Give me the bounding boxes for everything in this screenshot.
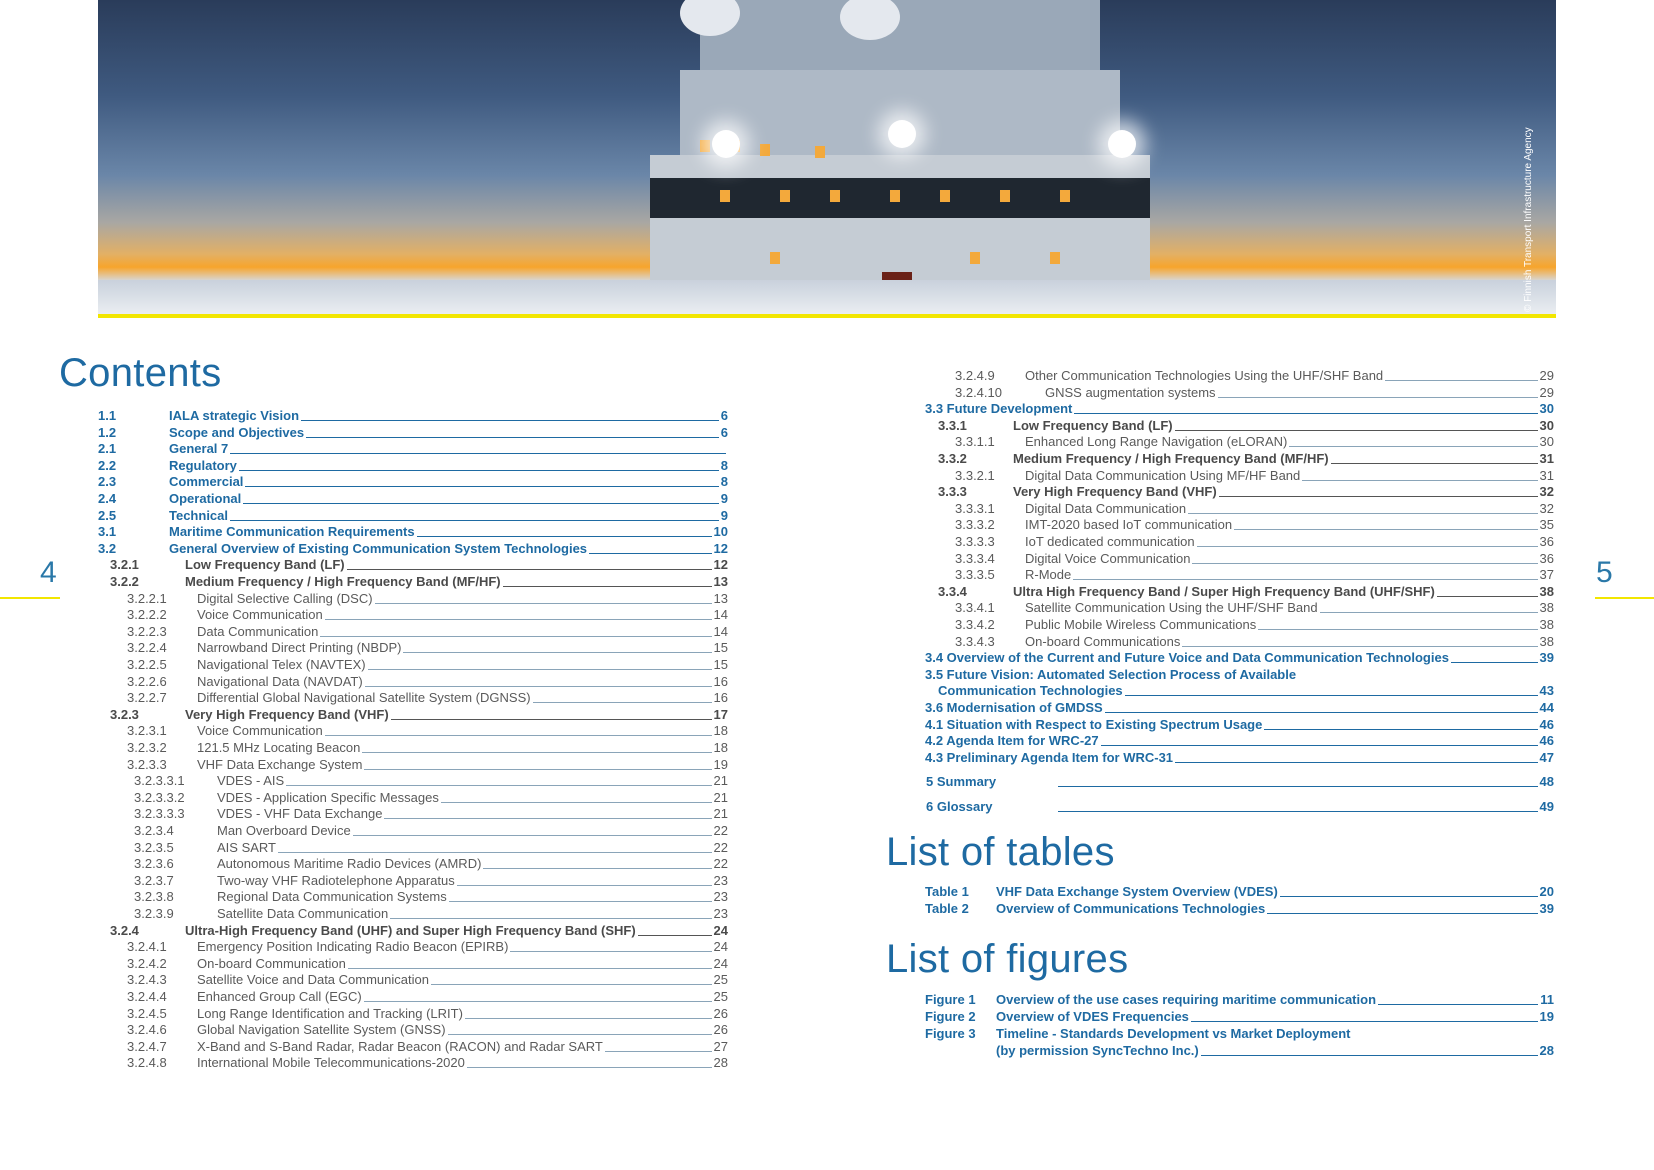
toc-entry[interactable] — [0, 939, 728, 955]
toc-entry-page: 46 — [1539, 716, 1554, 732]
toc-entry-title: General 7 — [169, 441, 229, 457]
toc-entry[interactable] — [0, 401, 1554, 417]
toc-entry-title: VHF Data Exchange System — [197, 756, 363, 772]
highlight-band — [98, 314, 1556, 318]
toc-entry-number: 2.4 — [98, 491, 117, 506]
toc-entry[interactable] — [0, 567, 1554, 583]
toc-entry-page: 28 — [1539, 1043, 1554, 1058]
toc-entry-title: 3.5 Future Vision: Automated Selection Process of Available — [925, 666, 1297, 682]
toc-entry-page: 47 — [1539, 749, 1554, 765]
toc-leader-line — [1105, 711, 1538, 713]
toc-entry[interactable] — [0, 774, 1554, 790]
toc-entry-number: 2.1 — [98, 441, 117, 457]
toc-entry-page: 38 — [1539, 583, 1554, 599]
toc-entry-title: Data Communication — [197, 623, 319, 639]
toc-leader-line — [1451, 661, 1538, 663]
toc-leader-line — [1201, 1054, 1538, 1056]
toc-entry-number: 3.2.2.2 — [127, 607, 167, 623]
toc-entry-number: 3.2.3 — [110, 706, 139, 722]
toc-entry-number: 3.2.3.8 — [134, 889, 174, 905]
toc-leader-line — [390, 917, 711, 919]
toc-leader-line — [1234, 528, 1537, 530]
toc-entry[interactable] — [0, 1009, 1554, 1025]
toc-entry-page: 19 — [713, 756, 728, 772]
toc-entry-page: 38 — [1539, 633, 1554, 649]
toc-entry[interactable] — [0, 501, 1554, 517]
toc-entry-title: Satellite Communication Using the UHF/SHF Band — [1025, 600, 1318, 616]
toc-entry-title: Very High Frequency Band (VHF) — [185, 706, 389, 722]
toc-entry-page: 8 — [720, 474, 728, 490]
toc-entry-number: 3.2.4.7 — [127, 1038, 167, 1054]
toc-entry-title: Two-way VHF Radiotelephone Apparatus — [217, 872, 455, 888]
toc-leader-line — [1175, 761, 1538, 763]
toc-entry-page: 23 — [713, 872, 728, 888]
toc-entry-number: 3.2.2.3 — [127, 623, 167, 639]
toc-entry-number: 3.2.2.7 — [127, 690, 167, 706]
toc-entry[interactable] — [0, 434, 1554, 450]
toc-entry-number: Table 1 — [925, 884, 969, 899]
toc-entry-number: 2.5 — [98, 507, 117, 523]
toc-entry-page: 22 — [713, 856, 728, 872]
toc-entry-title: Overview of the use cases requiring maritime communication — [996, 992, 1377, 1007]
toc-entry-page: 28 — [713, 1055, 728, 1071]
toc-entry-number: Figure 2 — [925, 1009, 976, 1024]
toc-entry-title: 4.2 Agenda Item for WRC-27 — [925, 733, 1099, 749]
toc-entry-title: Digital Data Communication Using MF/HF Band — [1025, 467, 1301, 483]
toc-entry-page: 30 — [1539, 434, 1554, 450]
toc-leader-line — [638, 934, 712, 936]
toc-entry-number: 3.3.1 — [938, 417, 967, 433]
toc-entry-title: Maritime Communication Requirements — [169, 524, 415, 540]
toc-entry[interactable] — [0, 923, 728, 939]
toc-entry-page: 12 — [713, 540, 728, 556]
toc-entry-title: Regional Data Communication Systems — [217, 889, 447, 905]
toc-entry-title: VDES - AIS — [217, 773, 285, 789]
toc-entry[interactable] — [0, 617, 1554, 633]
toc-entry-number: 3.2.3.7 — [134, 872, 174, 888]
toc-entry-page: 18 — [713, 740, 728, 755]
toc-entry-page: 11 — [1540, 992, 1554, 1007]
toc-entry-page: 26 — [713, 1005, 728, 1021]
toc-entry-title: On-board Communications — [1025, 633, 1181, 649]
toc-leader-line — [1192, 562, 1537, 564]
page-number-right-rule — [1595, 597, 1654, 599]
toc-entry-title: Navigational Telex (NAVTEX) — [197, 657, 366, 672]
toc-entry[interactable] — [0, 517, 1554, 533]
toc-entry-title: Overview of Communications Technologies — [996, 901, 1266, 916]
toc-entry[interactable] — [0, 799, 1554, 815]
toc-entry[interactable] — [0, 700, 1554, 716]
toc-entry-title: VHF Data Exchange System Overview (VDES) — [996, 884, 1278, 899]
toc-leader-line — [1073, 578, 1537, 580]
toc-entry-title: Very High Frequency Band (VHF) — [1013, 484, 1217, 500]
toc-entry-title: 6 Glossary — [926, 799, 993, 815]
toc-entry-title: Scope and Objectives — [169, 424, 305, 440]
toc-entry-number: 3.2.3.3.3 — [134, 806, 185, 822]
toc-leader-line — [1188, 512, 1537, 514]
toc-entry-title: VDES - VHF Data Exchange — [217, 806, 383, 822]
toc-entry-number: 3.3.4 — [938, 583, 967, 599]
toc-entry-number: 3.3.2.1 — [955, 467, 995, 483]
toc-leader-line — [278, 851, 712, 853]
toc-entry-title: On-board Communication — [197, 955, 346, 971]
toc-entry-page: 37 — [1539, 567, 1554, 583]
toc-entry-number: 3.3.3.5 — [955, 567, 995, 583]
toc-entry[interactable] — [0, 856, 728, 872]
toc-entry[interactable] — [0, 992, 1554, 1008]
toc-entry-title: 3.6 Modernisation of GMDSS — [925, 700, 1103, 715]
toc-entry-title: GNSS augmentation systems — [1045, 384, 1216, 400]
toc-entry-number: 3.3.3.4 — [955, 550, 995, 566]
toc-entry[interactable] — [0, 484, 1554, 500]
toc-entry-title: Public Mobile Wireless Communications — [1025, 617, 1257, 632]
toc-entry-page: 36 — [1539, 534, 1554, 549]
toc-entry-number: 3.2.4.2 — [127, 955, 167, 971]
toc-entry-number: 3.2.4.8 — [127, 1055, 167, 1071]
toc-entry-number: Table 2 — [925, 901, 969, 916]
toc-entry[interactable] — [0, 840, 728, 856]
toc-entry-page: 31 — [1539, 467, 1554, 483]
toc-entry-number: Figure 1 — [925, 992, 976, 1007]
toc-entry-number: 3.2.3.6 — [134, 856, 174, 872]
toc-entry-title: Satellite Voice and Data Communication — [197, 972, 429, 988]
toc-entry-title: Enhanced Long Range Navigation (eLORAN) — [1025, 434, 1288, 450]
toc-leader-line — [1302, 479, 1537, 481]
toc-leader-line — [1175, 429, 1538, 431]
toc-entry-title: Navigational Data (NAVDAT) — [197, 673, 363, 689]
toc-entry[interactable] — [0, 750, 1554, 766]
toc-entry-page: 13 — [713, 574, 728, 589]
toc-entry-number: 3.3.4.2 — [955, 617, 995, 632]
toc-entry-title: Man Overboard Device — [217, 823, 351, 838]
toc-entry[interactable] — [0, 534, 1554, 550]
toc-entry-number: 3.3.4.3 — [955, 633, 995, 649]
toc-entry-page: 9 — [720, 491, 728, 506]
toc-entry-page: 32 — [1539, 500, 1554, 516]
toc-entry[interactable] — [0, 634, 1554, 650]
contents-heading: Contents — [59, 351, 222, 395]
toc-entry-title: IALA strategic Vision — [169, 408, 300, 423]
toc-entry-page: 38 — [1539, 617, 1554, 632]
toc-entry-title: Satellite Data Communication — [217, 906, 389, 921]
toc-entry-page: 23 — [713, 906, 728, 921]
toc-entry-number: 3.2.4.9 — [955, 368, 995, 383]
toc-entry-page: 13 — [713, 590, 728, 606]
toc-entry-number: 3.3.3.1 — [955, 500, 995, 516]
toc-entry-title: Autonomous Maritime Radio Devices (AMRD) — [217, 856, 482, 872]
toc-entry-page: 8 — [720, 457, 728, 473]
toc-entry-number: 3.2.4.5 — [127, 1005, 167, 1021]
toc-entry-title: Voice Communication — [197, 723, 323, 739]
toc-entry-title: VDES - Application Specific Messages — [217, 789, 439, 805]
toc-leader-line — [1058, 810, 1538, 812]
toc-entry-page: 15 — [713, 640, 728, 656]
list-of-tables-heading: List of tables — [886, 830, 1115, 874]
toc-entry-title: Digital Selective Calling (DSC) — [197, 590, 373, 606]
toc-entry-page: 49 — [1539, 799, 1554, 815]
toc-entry-number: 3.2.2 — [110, 574, 139, 589]
toc-entry-number: 3.3.2 — [938, 451, 967, 466]
toc-entry-page: 10 — [713, 524, 728, 540]
toc-entry-page: 18 — [713, 723, 728, 739]
toc-entry-number: 3.2.3.5 — [134, 839, 174, 855]
toc-entry[interactable] — [0, 1026, 1554, 1042]
toc-leader-line — [353, 834, 712, 836]
toc-leader-line — [1125, 694, 1538, 696]
toc-leader-line — [467, 1066, 712, 1068]
toc-entry-page: 12 — [713, 557, 728, 573]
toc-entry-page: 20 — [1539, 884, 1554, 899]
toc-entry[interactable] — [0, 733, 1554, 749]
toc-entry-title: Enhanced Group Call (EGC) — [197, 989, 362, 1004]
toc-entry-page: 14 — [713, 607, 728, 623]
toc-entry-page: 21 — [713, 773, 728, 789]
toc-entry-page: 43 — [1539, 683, 1554, 699]
toc-entry-page: 16 — [713, 673, 728, 689]
toc-entry-title: Regulatory — [169, 457, 237, 473]
toc-leader-line — [1074, 412, 1537, 414]
toc-entry[interactable] — [0, 1043, 1554, 1059]
toc-entry-page: 36 — [1539, 550, 1554, 566]
toc-entry-title: Other Communication Technologies Using the UHF/SHF Band — [1025, 368, 1384, 383]
toc-entry-number: 3.3.3 — [938, 484, 967, 500]
toc-entry-number: 3.2.4.3 — [127, 972, 167, 988]
toc-entry-page: 6 — [720, 408, 728, 423]
toc-entry-number: 3.2.3.4 — [134, 823, 174, 838]
photo-credit: © Finnish Transport Infrastructure Agency — [1523, 127, 1534, 312]
toc-entry-page: 32 — [1539, 484, 1554, 500]
toc-entry-page: 26 — [713, 1022, 728, 1038]
toc-entry-page: 24 — [713, 922, 728, 938]
toc-leader-line — [1058, 785, 1538, 787]
toc-entry-page: 24 — [713, 939, 728, 955]
toc-entry-page: 19 — [1539, 1009, 1554, 1024]
toc-entry-page: 35 — [1539, 517, 1554, 533]
toc-leader-line — [1437, 595, 1538, 597]
toc-entry-number: 3.2.2.4 — [127, 640, 167, 656]
toc-entry[interactable] — [0, 451, 1554, 467]
toc-leader-line — [1331, 462, 1538, 464]
toc-entry-title: Medium Frequency / High Frequency Band (MF/HF) — [185, 574, 501, 589]
toc-leader-line — [1289, 445, 1537, 447]
toc-leader-line — [1218, 396, 1538, 398]
toc-entry-number: 3.2.3.1 — [127, 723, 167, 739]
toc-entry[interactable] — [0, 600, 1554, 616]
toc-entry-page: 9 — [720, 507, 728, 523]
toc-leader-line — [431, 983, 712, 985]
list-of-figures-heading: List of figures — [886, 937, 1129, 981]
toc-leader-line — [1197, 545, 1538, 547]
toc-entry[interactable] — [0, 884, 1554, 900]
toc-entry-number: 3.2.3.9 — [134, 906, 174, 921]
toc-entry-title: Medium Frequency / High Frequency Band (MF/HF) — [1013, 451, 1329, 466]
toc-entry-number: 3.3.4.1 — [955, 600, 995, 616]
toc-entry[interactable] — [0, 956, 728, 972]
toc-entry-title: General Overview of Existing Communication System Technologies — [169, 540, 588, 556]
toc-entry-number: 3.2 — [98, 540, 117, 556]
toc-entry-page: 27 — [713, 1038, 728, 1054]
toc-entry-number: 1.1 — [98, 408, 117, 423]
toc-leader-line — [1320, 611, 1538, 613]
toc-entry-number: 3.2.3.3.1 — [134, 773, 185, 789]
toc-entry-title: (by permission SyncTechno Inc.) — [996, 1043, 1199, 1058]
toc-entry-title: Ultra High Frequency Band / Super High Frequency Band (UHF/SHF) — [1013, 583, 1435, 599]
toc-entry-page: 30 — [1539, 417, 1554, 433]
toc-leader-line — [364, 768, 711, 770]
toc-entry[interactable] — [0, 551, 1554, 567]
toc-leader-line — [1101, 744, 1538, 746]
toc-entry-page: 22 — [713, 823, 728, 838]
toc-entry-title: Timeline - Standards Development vs Market Deployment — [996, 1026, 1351, 1041]
toc-leader-line — [348, 967, 712, 969]
toc-entry-title: 121.5 MHz Locating Beacon — [197, 740, 361, 755]
toc-entry-title: Global Navigation Satellite System (GNSS) — [197, 1022, 446, 1038]
toc-entry-title: Low Frequency Band (LF) — [1013, 417, 1173, 433]
toc-leader-line — [483, 867, 711, 869]
toc-entry-title: IMT-2020 based IoT communication — [1025, 517, 1233, 533]
toc-entry-title: 4.1 Situation with Respect to Existing Spectrum Usage — [925, 716, 1263, 732]
toc-entry-number: 3.2.3.3.2 — [134, 789, 185, 805]
toc-entry[interactable] — [0, 683, 1554, 699]
toc-entry[interactable] — [0, 667, 1554, 683]
toc-entry-page: 17 — [713, 706, 728, 722]
toc-leader-line — [1280, 895, 1538, 897]
toc-entry-page: 39 — [1539, 650, 1554, 666]
toc-entry-number: 3.3.3.2 — [955, 517, 995, 533]
toc-entry-number: 3.1 — [98, 524, 117, 540]
toc-entry-page: 22 — [713, 839, 728, 855]
toc-entry-page: 25 — [713, 989, 728, 1004]
toc-entry[interactable] — [0, 823, 728, 839]
toc-entry-page: 21 — [713, 789, 728, 805]
toc-entry-title: Differential Global Navigational Satellite System (DGNSS) — [197, 690, 531, 706]
toc-entry-page: 25 — [713, 972, 728, 988]
toc-entry-page: 48 — [1539, 774, 1554, 790]
toc-entry-number: 3.3.3.3 — [955, 534, 995, 549]
toc-leader-line — [1385, 379, 1537, 381]
toc-entry-number: 3.2.2.1 — [127, 590, 167, 606]
toc-entry-number: 3.2.1 — [110, 557, 139, 573]
toc-entry-title: Operational — [169, 491, 242, 506]
toc-entry-page: 39 — [1539, 901, 1554, 916]
toc-entry-page: 31 — [1539, 451, 1554, 466]
toc-entry-title: Commercial — [169, 474, 244, 490]
toc-entry-title: 4.3 Preliminary Agenda Item for WRC-31 — [925, 749, 1174, 765]
toc-leader-line — [1191, 1020, 1538, 1022]
toc-entry-number: 3.2.2.5 — [127, 657, 167, 672]
toc-entry-title: Communication Technologies — [938, 683, 1123, 699]
toc-entry-number: 3.2.3.3 — [127, 756, 167, 772]
toc-entry-number: 3.3.1.1 — [955, 434, 995, 450]
toc-entry-title: International Mobile Telecommunications-2020 — [197, 1055, 465, 1071]
toc-leader-line — [384, 817, 711, 819]
toc-entry-number: 3.2.4.10 — [955, 384, 1002, 400]
ship-illustration — [620, 0, 1180, 300]
toc-entry-title: R-Mode — [1025, 567, 1072, 583]
toc-entry-page: 44 — [1539, 700, 1554, 715]
toc-entry-title: Emergency Position Indicating Radio Beacon (EPIRB) — [197, 939, 509, 955]
page-number-right: 5 — [1596, 556, 1613, 589]
toc-entry[interactable] — [0, 901, 1554, 917]
toc-entry[interactable] — [0, 650, 1554, 666]
toc-entry-title: Long Range Identification and Tracking (LRIT) — [197, 1005, 463, 1021]
toc-entry-number: 3.2.4 — [110, 922, 139, 938]
toc-entry-title: Low Frequency Band (LF) — [185, 557, 345, 573]
toc-entry-title: AIS SART — [217, 839, 277, 855]
toc-leader-line — [1219, 495, 1538, 497]
toc-leader-line — [510, 950, 711, 952]
hero-photo — [98, 0, 1556, 318]
toc-leader-line — [1264, 728, 1537, 730]
toc-entry-page: 23 — [713, 889, 728, 905]
toc-entry-title: Ultra-High Frequency Band (UHF) and Super High Frequency Band (SHF) — [185, 922, 636, 938]
page-number-left: 4 — [40, 556, 57, 589]
toc-entry[interactable] — [0, 468, 1554, 484]
toc-entry[interactable] — [0, 717, 1554, 733]
toc-entry-page: 6 — [720, 424, 728, 440]
toc-entry-page: 29 — [1539, 368, 1554, 383]
toc-entry-title: Voice Communication — [197, 607, 323, 623]
toc-entry[interactable] — [0, 418, 1554, 434]
toc-entry-number: 2.2 — [98, 457, 117, 473]
toc-entry-title: 3.4 Overview of the Current and Future Voice and Data Communication Technologies — [925, 650, 1449, 666]
toc-entry-number: 3.2.4.1 — [127, 939, 167, 955]
toc-entry-page: 15 — [713, 657, 728, 672]
toc-entry-page: 30 — [1539, 401, 1554, 417]
toc-entry[interactable] — [0, 972, 728, 988]
toc-entry-number: 1.2 — [98, 424, 117, 440]
toc-entry-page: 29 — [1539, 384, 1554, 400]
toc-entry-title: 5 Summary — [926, 774, 997, 790]
toc-entry[interactable] — [0, 368, 1554, 384]
toc-entry-number: 3.2.4.6 — [127, 1022, 167, 1038]
toc-entry[interactable] — [0, 584, 1554, 600]
toc-entry-number: Figure 3 — [925, 1026, 976, 1041]
toc-entry[interactable] — [0, 385, 1554, 401]
toc-entry-page: 14 — [713, 623, 728, 639]
toc-entry-page: 21 — [713, 806, 728, 822]
toc-entry-page: 16 — [713, 690, 728, 706]
toc-entry-title: X-Band and S-Band Radar, Radar Beacon (RACON) and Radar SART — [197, 1038, 603, 1054]
toc-entry-title: Overview of VDES Frequencies — [996, 1009, 1189, 1024]
toc-entry-page: 24 — [713, 955, 728, 971]
toc-entry-title: Digital Voice Communication — [1025, 550, 1191, 566]
toc-entry-number: 3.2.4.4 — [127, 989, 167, 1004]
toc-leader-line — [1258, 628, 1537, 630]
toc-entry-number: 2.3 — [98, 474, 117, 490]
toc-entry-title: Narrowband Direct Printing (NBDP) — [197, 640, 402, 656]
toc-leader-line — [1378, 1003, 1538, 1005]
toc-entry-title: IoT dedicated communication — [1025, 534, 1195, 549]
toc-entry-title: Technical — [169, 507, 229, 523]
toc-entry-number: 3.2.3.2 — [127, 740, 167, 755]
toc-entry-title: Digital Data Communication — [1025, 500, 1187, 516]
toc-entry-number: 3.2.2.6 — [127, 673, 167, 689]
toc-entry-page: 46 — [1539, 733, 1554, 749]
toc-leader-line — [1182, 645, 1537, 647]
toc-leader-line — [1267, 912, 1537, 914]
toc-entry-page: 38 — [1539, 600, 1554, 616]
toc-entry-title: 3.3 Future Development — [925, 401, 1073, 417]
